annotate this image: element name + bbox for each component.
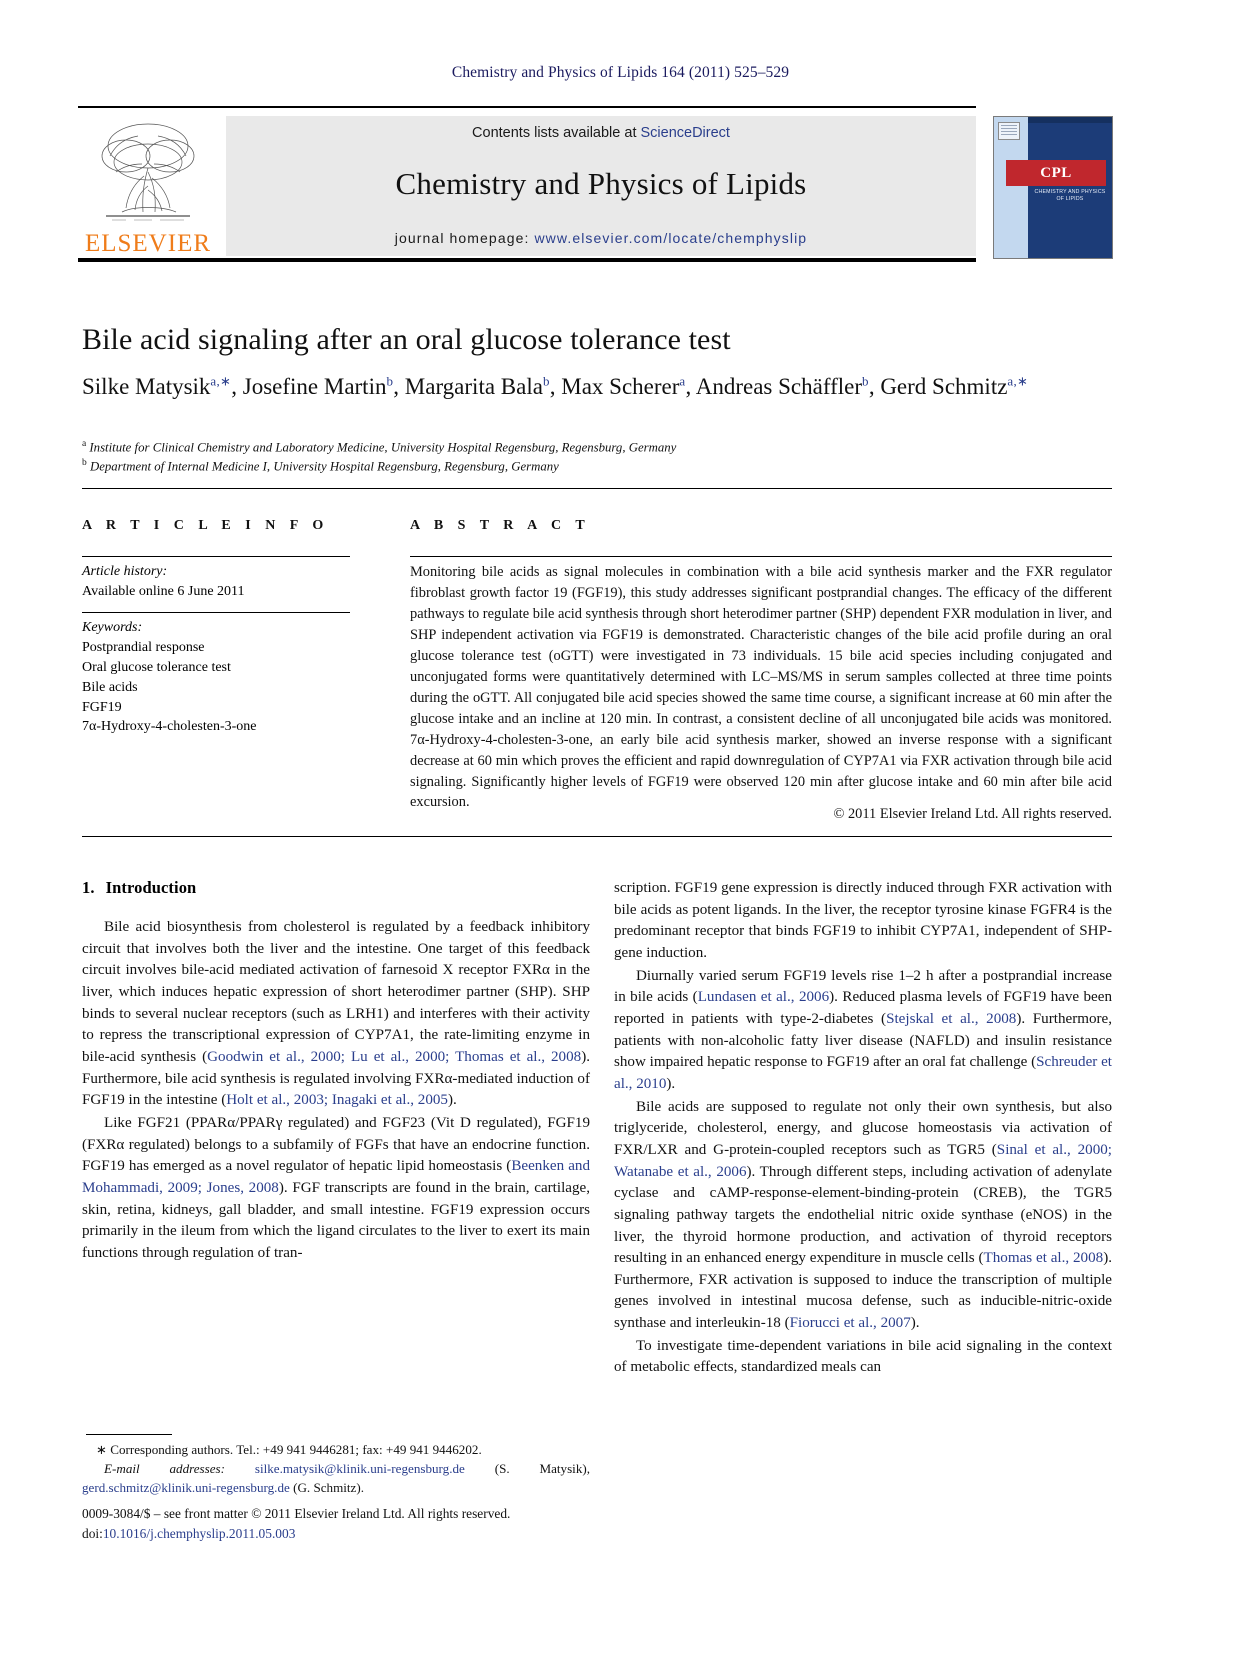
affiliation-item: $^a$ Institute for Clinical Chemistry and Laboratory Medicine, University Hospital Regensburg, Regensburg, Germany — [82, 439, 677, 455]
cover-badge: CPL — [1006, 160, 1106, 186]
cover-body — [1028, 117, 1112, 258]
citation-link[interactable]: Schreuder et al., 2010 — [614, 1054, 1112, 1092]
cover-publisher-mark-icon — [998, 122, 1020, 140]
affiliation-marker: b — [82, 457, 87, 468]
paragraph: Bile acid biosynthesis from cholesterol is regulated by a feedback inhibitory circuit that involves both the liver and the intestine. One target of this feedback circuit involves bile-acid mediated activation of farnesoid X receptor FXRα in the liver, which induces hepatic expression of short heterodimer partner (SHP). SHP binds to several nuclear receptors (such as LRH1) and interferes with their activity to repress the transcriptional expression of CYP7A1, the rate-limiting enzyme in bile-acid synthesis (Goodwin et al., 2000; Lu et al., 2000; Thomas et al., 2008). Furthermore, bile acid synthesis is regulated involving FXRα-mediated induction of FGF19 in the intestine (Holt et al., 2003; Inagaki et al., 2005). — [82, 919, 590, 1109]
section-number: 1. — [82, 878, 95, 897]
divider-below-abstract — [82, 836, 1112, 837]
homepage-label: journal homepage: — [394, 230, 535, 246]
abstract-heading: A B S T R A C T — [410, 518, 591, 533]
cover-top-bar — [1028, 117, 1112, 123]
affiliations — [82, 438, 982, 476]
keyword-item: 7α-Hydroxy-4-cholesten-3-one — [82, 719, 257, 735]
contents-label: Contents lists available at — [472, 125, 641, 141]
paragraph: To investigate time-dependent variations in bile acid signaling in the context of metabolic effects, standardized meals can — [614, 1337, 1112, 1376]
body-column-left — [82, 878, 590, 1265]
citation-link[interactable]: Lundasen et al., 2006 — [697, 989, 830, 1006]
elsevier-logo — [78, 116, 218, 258]
citation-link[interactable]: Beenken and Mohammadi, 2009; Jones, 2008 — [82, 1158, 591, 1196]
abstract-copyright: © 2011 Elsevier Ireland Ltd. All rights reserved. — [833, 806, 1112, 822]
article-history-label: Article history: — [82, 564, 168, 579]
citation-link[interactable]: Sinal et al., 2000; Watanabe et al., 2006 — [614, 1141, 1112, 1180]
keyword-item: Postprandial response — [82, 639, 205, 655]
paragraph: scription. FGF19 gene expression is directly induced through FXR activation with bile acids as potent ligands. In the liver, the receptor tyrosine kinase FGFR4 is the predominant receptor that binds FGF19 to inhibit CYP7A1, independent of SHP-gene induction. — [614, 880, 1112, 961]
article-title: Bile acid signaling after an oral glucose tolerance test — [82, 323, 731, 356]
paragraph: Diurnally varied serum FGF19 levels rise 1–2 h after a postprandial increase in bile acids (Lundasen et al., 2006). Reduced plasma levels of FGF19 have been reported in patients with type-2-diabetes (Stejskal et al., 2008). Furthermore, patients with non-alcoholic fatty liver disease (NAFLD) and insulin resistance show impaired hepatic response to FGF19 after an oral fat challenge (Schreuder et al., 2010). — [614, 967, 1113, 1092]
info-rule-1 — [82, 556, 350, 557]
homepage-link[interactable]: www.elsevier.com/locate/chemphyslip — [534, 230, 808, 246]
keywords-block — [82, 618, 350, 737]
journal-homepage-line — [226, 230, 976, 246]
citation-link[interactable]: Holt et al., 2003; Inagaki et al., 2005 — [226, 1092, 448, 1109]
citation-link[interactable]: Goodwin et al., 2000; Lu et al., 2000; Thomas et al., 2008 — [207, 1048, 582, 1065]
footnote-rule — [86, 1434, 172, 1435]
journal-cover-thumbnail[interactable] — [993, 116, 1113, 259]
keyword-item: Bile acids — [82, 679, 138, 695]
email-owner-2: (G. Schmitz). — [293, 1480, 365, 1496]
abstract-column — [410, 518, 1112, 534]
citation-link[interactable]: Fiorucci et al., 2007 — [789, 1315, 911, 1332]
email-label: E-mail addresses: — [104, 1461, 225, 1477]
section-title: Introduction — [105, 878, 197, 897]
article-history — [82, 562, 350, 602]
abstract-text: Monitoring bile acids as signal molecules in combination with a bile acid synthesis marker and the FXR regulator fibroblast growth factor 19 (FGF19), this study addresses significant postprandial changes. The efficacy of the different pathways to regulate bile acid synthesis through short heterodimer partner (SHP) dependent FXR modulation in liver, and SHP independent activation via FGF19 is demonstrated. Characteristic changes of the bile acid profile during an oral glucose tolerance test (oGTT) were investigated in 73 individuals. 15 bile acid species including conjugated and unconjugated forms were quantitatively determined with LC–MS/MS in serum samples collected at three time points during the oGTT. All conjugated bile acid species showed the same time course, a significant increase at 60 min after the glucose intake and an incline at 120 min. In contrast, a consistent decline of all unconjugated bile acids was monitored. 7α-Hydroxy-4-cholesten-3-one, an early bile acid synthesis marker, showed an inverse response with a significant decrease at 60 min which proves the efficient and rapid downregulation of CYP7A1 via FXR activation through bile acid signaling. Significantly higher levels of FGF19 were observed 120 min after glucose intake and 60 min after bile acid excursion. — [410, 564, 1112, 811]
keywords-label: Keywords: — [82, 620, 143, 635]
body-column-right — [614, 878, 1112, 1379]
email-note — [82, 1459, 590, 1497]
doi-line — [82, 1524, 602, 1544]
keyword-item: Oral glucose tolerance test — [82, 659, 231, 675]
journal-masthead — [78, 106, 1138, 260]
citation-link[interactable]: Stejskal et al., 2008 — [886, 1010, 1017, 1027]
article-info-column — [82, 518, 350, 534]
cover-mark-lines — [1001, 125, 1017, 137]
info-rule-2 — [82, 612, 350, 613]
cover-subtitle-line-2: OF LIPIDS — [1056, 196, 1084, 202]
article-history-value: Available online 6 June 2011 — [82, 583, 245, 599]
sciencedirect-link[interactable]: ScienceDirect — [640, 125, 730, 141]
section-heading-introduction — [82, 878, 590, 898]
corresponding-author-note: ∗ Corresponding authors. Tel.: +49 941 9446281; fax: +49 941 9446202. — [96, 1442, 482, 1457]
contents-line — [226, 125, 976, 141]
citation-link[interactable]: Thomas et al., 2008 — [983, 1250, 1104, 1267]
email-link-2[interactable]: gerd.schmitz@klinik.uni-regensburg.de — [82, 1480, 290, 1496]
divider-above-info — [82, 488, 1112, 489]
email-owner-1: (S. Matysik), — [494, 1461, 591, 1477]
journal-title: Chemistry and Physics of Lipids — [395, 166, 807, 201]
paragraph: Like FGF21 (PPARα/PPARγ regulated) and FGF23 (Vit D regulated), FGF19 (FXRα regulated) belongs to a subfamily of FGFs that have an endocrine function. FGF19 has emerged as a novel regulator of hepatic lipid homeostasis (Beenken and Mohammadi, 2009; Jones, 2008). FGF transcripts are found in the brain, cartilage, skin, retina, kidneys, gall bladder, and small intestine. FGF19 expression occurs primarily in the ileum from which the ligand circulates to the liver to exert its main functions through regulation of tran- — [82, 1114, 591, 1261]
keyword-item: FGF19 — [82, 699, 122, 715]
elsevier-wordmark: ELSEVIER — [84, 230, 212, 257]
front-matter-line: 0009-3084/$ – see front matter © 2011 Elsevier Ireland Ltd. All rights reserved. — [82, 1506, 511, 1521]
doi-link[interactable]: 10.1016/j.chemphyslip.2011.05.003 — [102, 1526, 296, 1542]
article-info-heading: A R T I C L E I N F O — [82, 518, 329, 533]
cover-subtitle-line-1: CHEMISTRY AND PHYSICS — [1034, 189, 1106, 195]
running-head: Chemistry and Physics of Lipids 164 (2011) 525–529 — [451, 64, 790, 81]
email-link-1[interactable]: silke.matysik@klinik.uni-regensburg.de — [254, 1461, 465, 1477]
masthead-bottom-rule — [78, 258, 976, 262]
paragraph: Bile acids are supposed to regulate not only their own synthesis, but also triglyceride, cholesterol, energy, and glucose homeostasis via activation of FXR/LXR and G-protein-coupled receptors such as TGR5 (Sinal et al., 2000; Watanabe et al., 2006). Through different steps, including activation of adenylate cyclase and cAMP-response-element-binding-protein (CREB), the TGR5 signaling pathway targets the endothelial nitric oxide synthase (eNOS) in the liver, the thyroid hormone production, and activation of thyroid receptors resulting in an enhanced energy expenditure in muscle cells (Thomas et al., 2008). Furthermore, FXR activation is supposed to induce the transcription of multiple genes involved in intestinal mucosa defense, such as inducible-nitric-oxide synthase and interleukin-18 (Fiorucci et al., 2007). — [614, 1098, 1112, 1332]
imprint-block — [82, 1504, 602, 1544]
cover-subtitle — [1028, 189, 1112, 203]
abstract-rule — [410, 556, 1112, 557]
affiliation-marker: a — [82, 439, 87, 449]
affiliation-item: $^b$ Department of Internal Medicine I, University Hospital Regensburg, Regensburg, Germany — [82, 457, 559, 474]
footnote-block — [82, 1440, 590, 1497]
elsevier-tree-icon — [86, 116, 210, 228]
doi-label: doi: — [82, 1526, 103, 1542]
author-list: Silke Matysik$^{a,∗}$, Josefine Martin$^b$, Margarita Bala$^b$, Max Scherer$^a$, Andreas Schäffler$^b$, Gerd Schmitz$^{a,∗}$ — [82, 373, 1029, 399]
